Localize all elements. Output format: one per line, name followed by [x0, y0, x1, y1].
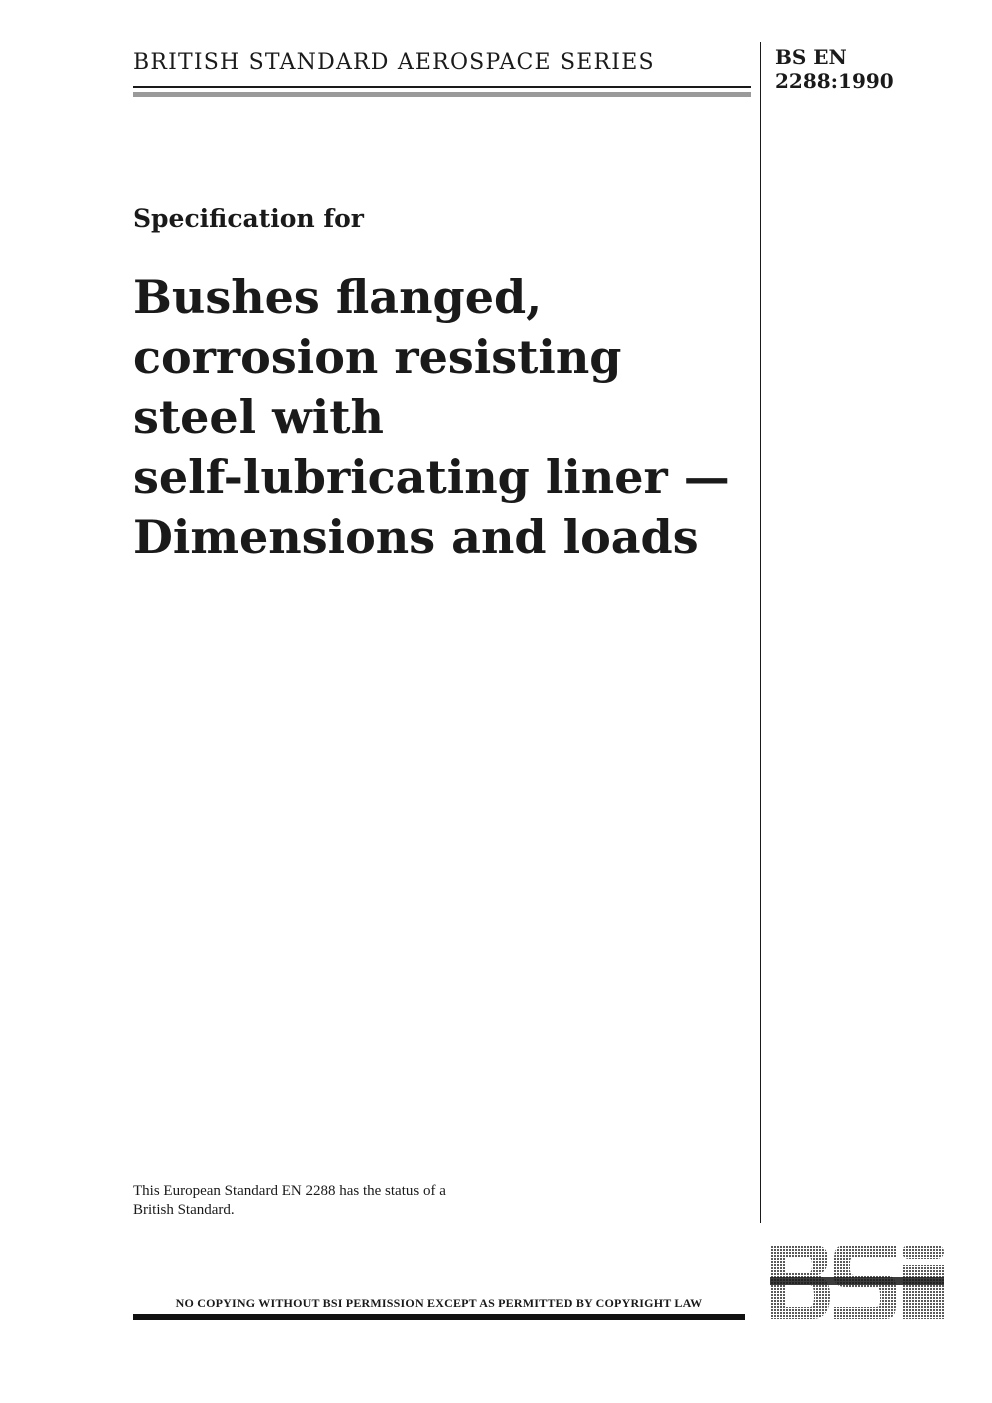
vertical-divider: [760, 42, 761, 1223]
title-line: Bushes flanged,: [133, 270, 543, 324]
title-line: Dimensions and loads: [133, 510, 699, 564]
bsi-logo: [768, 1243, 946, 1321]
copyright-notice: NO COPYING WITHOUT BSI PERMISSION EXCEPT AS PERMITTED BY COPYRIGHT LAW: [175, 1296, 703, 1310]
standard-number: [775, 45, 894, 93]
title-line: self-lubricating liner —: [133, 450, 730, 504]
status-note-line: This European Standard EN 2288 has the status of a: [133, 1183, 446, 1199]
spec-prefix: Specification for: [133, 204, 364, 233]
title-line: corrosion resisting: [133, 330, 622, 384]
series-title: BRITISH STANDARD AEROSPACE SERIES: [133, 50, 655, 75]
status-note: [133, 1182, 446, 1220]
standard-number-line-1: BS EN: [775, 45, 847, 69]
footer-rule: [133, 1314, 745, 1320]
standard-number-line-2: 2288:1990: [775, 69, 894, 93]
title-line: steel with: [133, 390, 384, 444]
header-grey-rule: [133, 92, 751, 97]
header-rule: [133, 86, 751, 88]
status-note-line: British Standard.: [133, 1202, 235, 1218]
document-title: [133, 267, 753, 567]
